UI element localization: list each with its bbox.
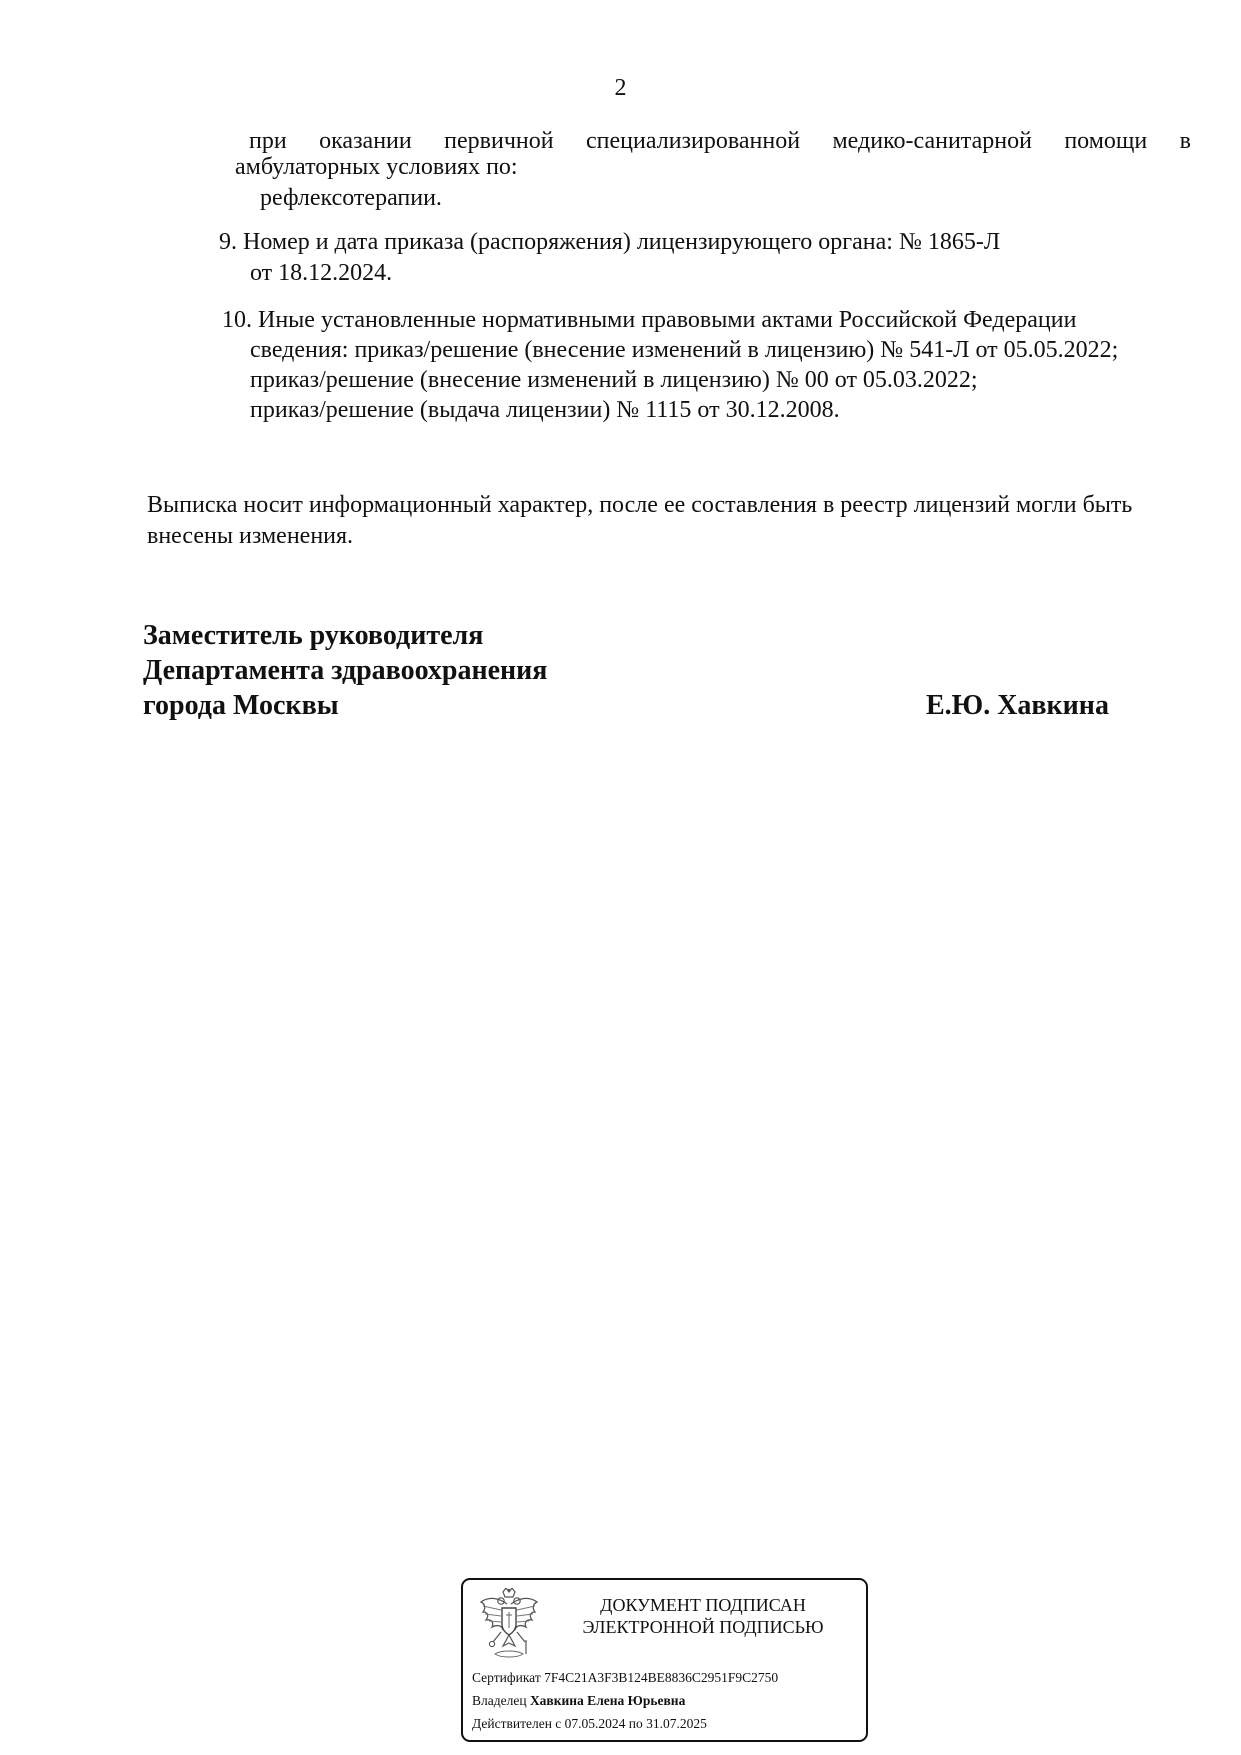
signatory-position-line-1: Заместитель руководителя xyxy=(143,620,484,651)
page-number: 2 xyxy=(614,75,627,101)
section-10-line-4: приказ/решение (выдача лицензии) № 1115 от 30.12.2008. xyxy=(250,397,840,423)
services-item: рефлексотерапии. xyxy=(260,185,442,211)
stamp-owner-line xyxy=(472,1693,685,1709)
e-signature-stamp xyxy=(461,1578,868,1742)
stamp-owner-label: Владелец xyxy=(472,1693,527,1708)
signatory-name: Е.Ю. Хавкина xyxy=(926,690,1109,721)
notice-line-2: внесены изменения. xyxy=(147,523,354,549)
stamp-title-line-2: ЭЛЕКТРОННОЙ ПОДПИСЬЮ xyxy=(582,1617,824,1637)
section-9-line-1: 9. Номер и дата приказа (распоряжения) лицензирующего органа: № 1865-Л xyxy=(219,229,1001,255)
coat-of-arms-icon xyxy=(477,1588,541,1666)
stamp-validity-line: Действителен с 07.05.2024 по 31.07.2025 xyxy=(472,1716,707,1731)
section-10-line-2: сведения: приказ/решение (внесение изменений в лицензию) № 541-Л от 05.05.2022; xyxy=(250,337,1119,363)
stamp-title xyxy=(553,1594,853,1638)
services-context-line: при оказании первичной специализированной медико-санитарной помощи в xyxy=(249,128,1191,154)
section-9-line-2: от 18.12.2024. xyxy=(250,260,393,286)
stamp-title-line-1: ДОКУМЕНТ ПОДПИСАН xyxy=(600,1595,806,1615)
section-10-line-1: 10. Иные установленные нормативными правовыми актами Российской Федерации xyxy=(222,307,1077,333)
stamp-certificate-value: 7F4C21A3F3B124BE8836C2951F9C2750 xyxy=(544,1670,779,1685)
stamp-certificate-line xyxy=(472,1670,778,1686)
notice-line-1: Выписка носит информационный характер, после ее составления в реестр лицензий могли быть xyxy=(147,492,1133,518)
signatory-position-line-2: Департамента здравоохранения xyxy=(143,655,548,686)
services-context-line-2: амбулаторных условиях по: xyxy=(235,154,518,180)
section-10-line-3: приказ/решение (внесение изменений в лицензию) № 00 от 05.03.2022; xyxy=(250,367,978,393)
stamp-certificate-label: Сертификат xyxy=(472,1670,541,1685)
signatory-position-line-3: города Москвы xyxy=(143,690,339,721)
stamp-owner-value: Хавкина Елена Юрьевна xyxy=(529,1693,686,1708)
